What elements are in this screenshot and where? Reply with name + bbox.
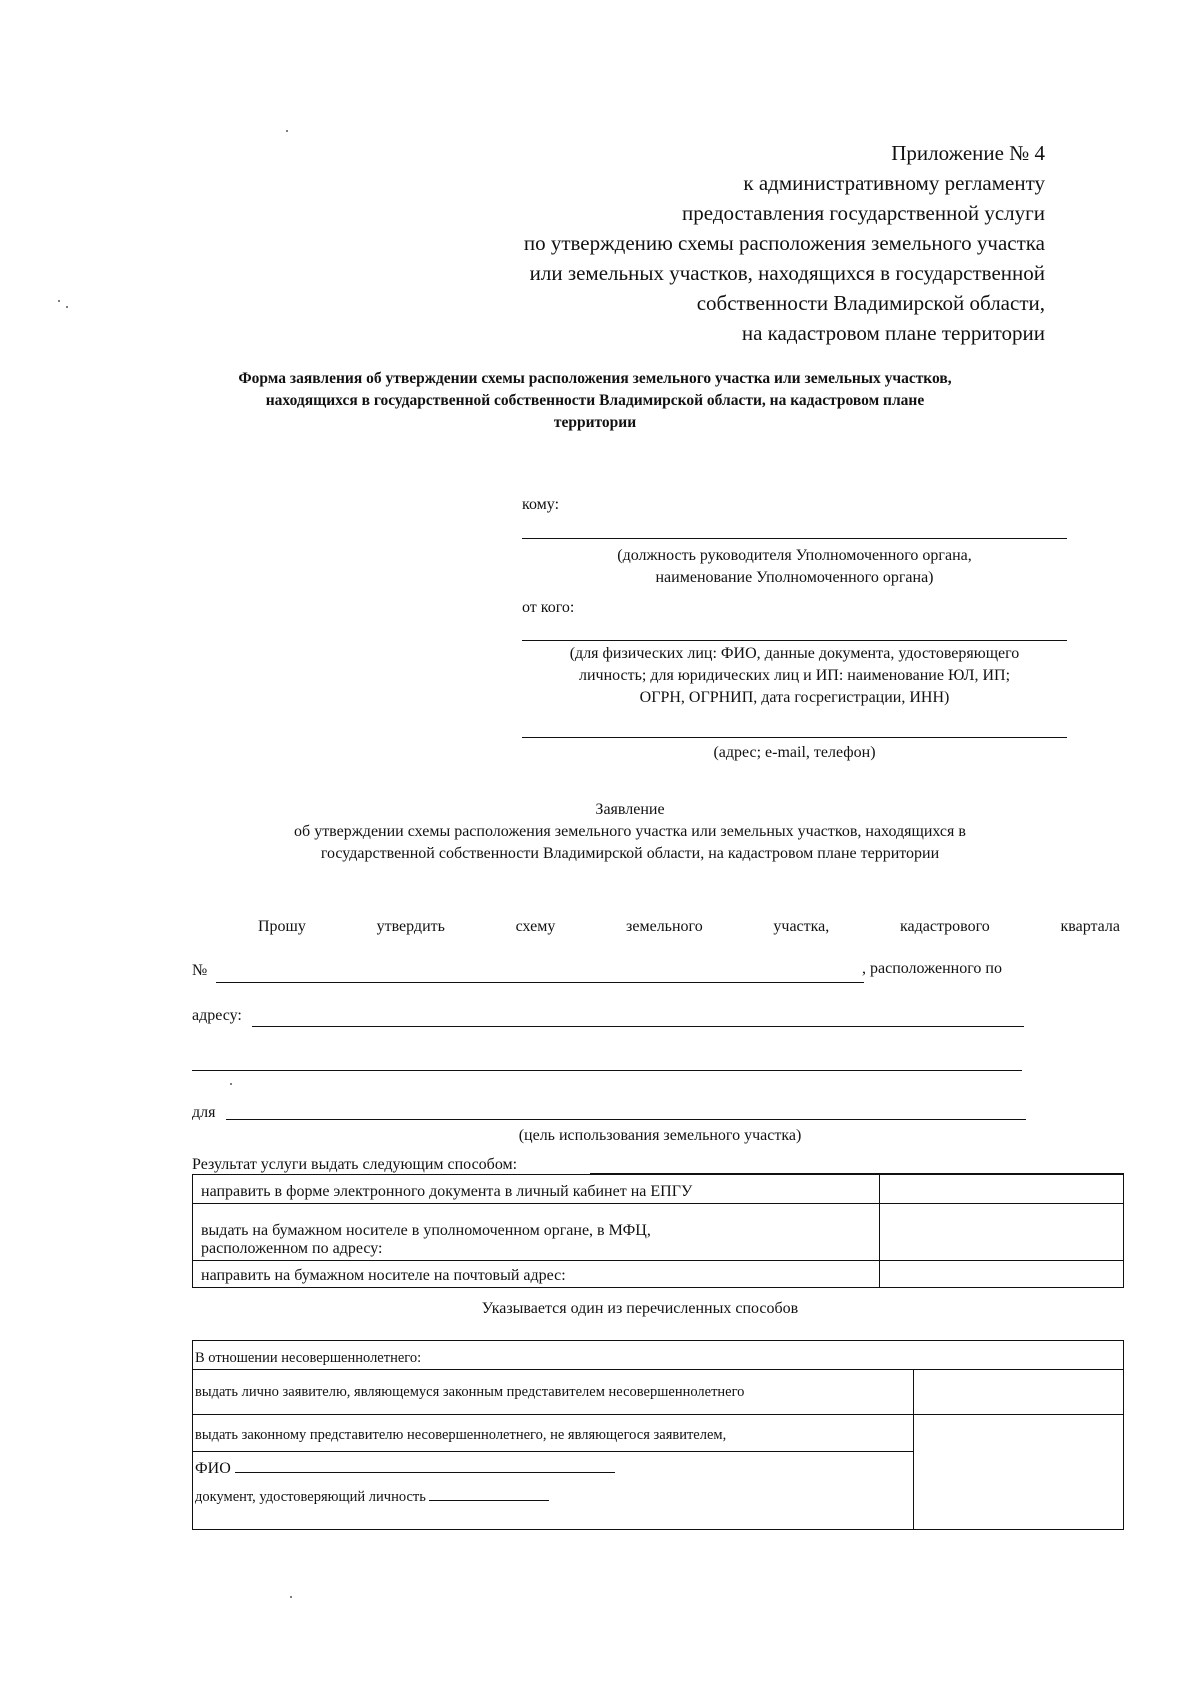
cadastral-number-field[interactable] xyxy=(216,982,864,983)
appendix-header xyxy=(524,138,1045,348)
table-row xyxy=(193,1341,1124,1370)
table-row xyxy=(193,1204,1124,1261)
appendix-line: на кадастровом плане территории xyxy=(741,321,1045,345)
request-word: утвердить xyxy=(376,918,445,935)
appendix-line: по утверждению схемы расположения земельного участка xyxy=(523,231,1045,255)
request-word: квартала xyxy=(1060,918,1120,935)
fio-label: ФИО xyxy=(195,1460,231,1477)
result-options-table xyxy=(192,1174,1124,1288)
result-option-line: расположенном по адресу: xyxy=(201,1240,383,1257)
purpose-field[interactable] xyxy=(226,1119,1026,1120)
minor-divider xyxy=(193,1451,913,1452)
address-hint: (адрес; e-mail, телефон) xyxy=(713,744,876,761)
result-heading: Результат услуги выдать следующим способом: xyxy=(192,1156,518,1173)
to-label: кому: xyxy=(522,496,560,513)
minor-heading: В отношении несовершеннолетнего: xyxy=(195,1350,422,1366)
address-label: адресу: xyxy=(192,1007,242,1024)
from-hint-line: ОГРН, ОГРНИП, дата госрегистрации, ИНН) xyxy=(639,689,950,706)
result-checkbox-electronic[interactable] xyxy=(880,1175,1124,1204)
from-hint-line: (для физических лиц: ФИО, данные документа, удостоверяющего xyxy=(569,645,1020,662)
request-word: Прошу xyxy=(258,918,306,935)
scan-speck xyxy=(66,306,68,308)
purpose-hint: (цель использования земельного участка) xyxy=(518,1127,802,1144)
appendix-line: к административному регламенту xyxy=(743,171,1045,195)
address-field-line[interactable] xyxy=(522,737,1067,738)
form-title-line: находящихся в государственной собственности Владимирской области, на кадастровом плане xyxy=(265,392,925,409)
to-field-line[interactable] xyxy=(522,538,1067,539)
result-checkbox-paper-mfc[interactable] xyxy=(880,1204,1124,1261)
minor-doc-row xyxy=(195,1486,911,1506)
request-words xyxy=(258,918,1120,936)
fio-field[interactable] xyxy=(235,1458,615,1473)
located-suffix: , расположенного по xyxy=(862,960,1002,977)
minor-option-1: выдать лично заявителю, являющемуся законным представителем несовершеннолетнего xyxy=(193,1370,914,1415)
table-row xyxy=(193,1370,1124,1415)
minor-checkbox-1[interactable] xyxy=(914,1370,1124,1415)
form-title xyxy=(180,368,1010,434)
appendix-line: Приложение № 4 xyxy=(891,141,1045,165)
result-option: направить в форме электронного документа в личный кабинет на ЕПГУ xyxy=(193,1175,880,1204)
from-field-line[interactable] xyxy=(522,640,1067,641)
from-label: от кого: xyxy=(522,599,575,616)
table-row xyxy=(193,1261,1124,1288)
doc-label: документ, удостоверяющий личность xyxy=(195,1489,426,1505)
appendix-line: собственности Владимирской области, xyxy=(696,291,1045,315)
plot-address-field[interactable] xyxy=(252,1026,1024,1027)
plot-address-field-2[interactable] xyxy=(192,1070,1022,1071)
to-hint-line: (должность руководителя Уполномоченного органа, xyxy=(617,547,972,564)
result-note: Указывается один из перечисленных способов xyxy=(481,1300,799,1317)
minor-option-2 xyxy=(193,1415,914,1530)
form-title-line: Форма заявления об утверждении схемы расположения земельного участка или земельных участков, xyxy=(238,370,952,387)
from-hint-line: личность; для юридических лиц и ИП: наименование ЮЛ, ИП; xyxy=(578,667,1011,684)
number-label: № xyxy=(192,962,208,979)
minor-checkbox-2[interactable] xyxy=(914,1415,1124,1530)
statement-subtitle-line: государственной собственности Владимирской области, на кадастровом плане территории xyxy=(320,845,940,862)
table-row xyxy=(193,1415,1124,1530)
request-word: схему xyxy=(515,918,556,935)
form-title-line: территории xyxy=(553,414,637,431)
from-hint xyxy=(522,643,1067,709)
result-option-line: выдать на бумажном носителе в уполномоченном органе, в МФЦ, xyxy=(201,1222,651,1239)
statement-title: Заявление xyxy=(595,801,665,818)
minor-table xyxy=(192,1340,1124,1530)
scan-speck xyxy=(230,1083,232,1085)
minor-fio-row xyxy=(195,1458,911,1478)
table-row xyxy=(193,1175,1124,1204)
result-option: направить на бумажном носителе на почтовый адрес: xyxy=(193,1261,880,1288)
request-word: кадастрового xyxy=(899,918,990,935)
minor-option-2-text: выдать законному представителю несовершеннолетнего, не являющегося заявителем, xyxy=(195,1427,727,1443)
for-label: для xyxy=(192,1104,216,1121)
scan-speck xyxy=(58,300,60,302)
doc-field[interactable] xyxy=(429,1486,549,1501)
to-hint xyxy=(522,545,1067,589)
result-option xyxy=(193,1204,880,1261)
result-checkbox-paper-mail[interactable] xyxy=(880,1261,1124,1288)
appendix-line: предоставления государственной услуги xyxy=(682,201,1045,225)
to-hint-line: наименование Уполномоченного органа) xyxy=(655,569,934,586)
request-word: участка, xyxy=(773,918,830,935)
scan-speck xyxy=(286,130,288,132)
statement-subtitle xyxy=(180,821,1080,865)
request-word: земельного xyxy=(626,918,703,935)
appendix-line: или земельных участков, находящихся в государственной xyxy=(529,261,1045,285)
scan-speck xyxy=(290,1596,292,1598)
statement-subtitle-line: об утверждении схемы расположения земельного участка или земельных участков, находящихся в xyxy=(294,823,966,840)
